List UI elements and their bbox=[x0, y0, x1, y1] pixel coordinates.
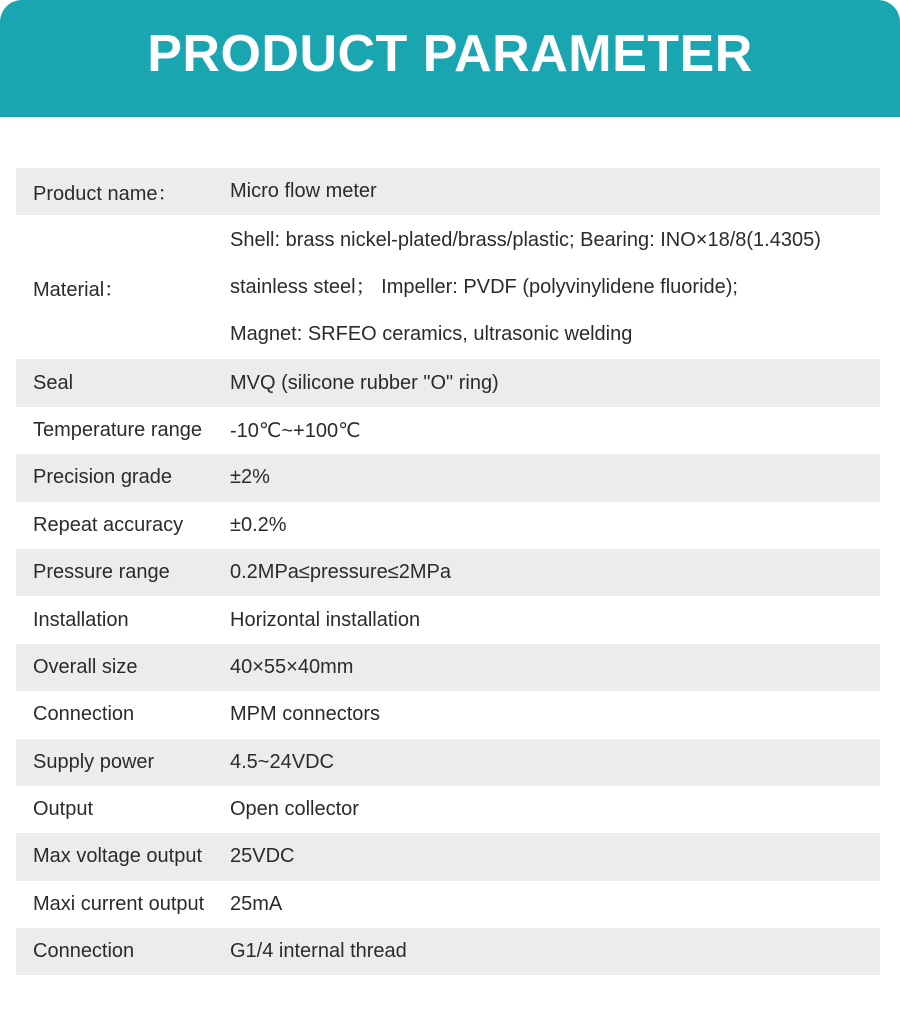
param-label: Overall size bbox=[33, 655, 138, 678]
param-label: Precision grade bbox=[33, 466, 172, 489]
param-value: 25mA bbox=[230, 892, 283, 915]
param-label: Repeat accuracy bbox=[33, 513, 184, 536]
param-row-overall-size bbox=[16, 644, 880, 691]
param-label: Installation bbox=[33, 608, 129, 631]
param-row-maxi-current-output bbox=[16, 881, 880, 928]
param-row-connection-thread bbox=[16, 928, 880, 975]
param-value-line: Shell: brass nickel-plated/brass/plastic; Bearing: INO×18/8(1.4305) bbox=[230, 228, 821, 251]
param-value: 4.5~24VDC bbox=[230, 750, 334, 773]
param-value: -10℃~+100℃ bbox=[230, 419, 361, 442]
param-value: Horizontal installation bbox=[230, 608, 421, 631]
param-value: 25VDC bbox=[230, 845, 295, 868]
parameter-table bbox=[16, 168, 880, 975]
param-label: Max voltage output bbox=[33, 845, 202, 868]
param-label: Product name： bbox=[33, 183, 178, 206]
param-row-repeat-accuracy bbox=[16, 502, 880, 549]
param-value-line: Magnet: SRFEO ceramics, ultrasonic welding bbox=[230, 322, 633, 345]
param-label: Seal bbox=[33, 371, 74, 394]
param-value: 40×55×40mm bbox=[230, 655, 354, 678]
param-row-precision-grade bbox=[16, 454, 880, 501]
param-label: Maxi current output bbox=[33, 892, 205, 915]
param-label: Connection bbox=[33, 703, 135, 726]
param-row-max-voltage-output bbox=[16, 833, 880, 880]
param-value-multiline bbox=[230, 217, 880, 358]
param-value: ±0.2% bbox=[230, 513, 287, 536]
param-row-supply-power bbox=[16, 739, 880, 786]
param-row-product-name bbox=[16, 168, 880, 215]
param-value: 0.2MPa≤pressure≤2MPa bbox=[230, 561, 451, 584]
param-row-seal bbox=[16, 359, 880, 406]
page-title: PRODUCT PARAMETER bbox=[147, 24, 753, 83]
param-row-connection bbox=[16, 691, 880, 738]
param-label: Temperature range bbox=[33, 418, 202, 441]
param-row-temperature-range bbox=[16, 407, 880, 454]
param-row-output bbox=[16, 786, 880, 833]
param-value: MPM connectors bbox=[230, 703, 381, 726]
param-value: Micro flow meter bbox=[230, 180, 377, 203]
param-row-installation bbox=[16, 596, 880, 643]
header-banner bbox=[0, 0, 900, 117]
param-row-material bbox=[16, 215, 880, 359]
param-value: MVQ (silicone rubber "O" ring) bbox=[230, 371, 499, 394]
param-value-line: stainless steel； Impeller: PVDF (polyvinylidene fluoride); bbox=[230, 275, 738, 298]
param-value: ±2% bbox=[230, 466, 270, 489]
param-label: Supply power bbox=[33, 750, 155, 773]
param-value: Open collector bbox=[230, 798, 359, 821]
param-label: Material： bbox=[33, 278, 125, 301]
param-value: G1/4 internal thread bbox=[230, 940, 407, 963]
param-row-pressure-range bbox=[16, 549, 880, 596]
param-label: Output bbox=[33, 798, 94, 821]
param-label: Connection bbox=[33, 940, 135, 963]
param-label: Pressure range bbox=[33, 561, 170, 584]
